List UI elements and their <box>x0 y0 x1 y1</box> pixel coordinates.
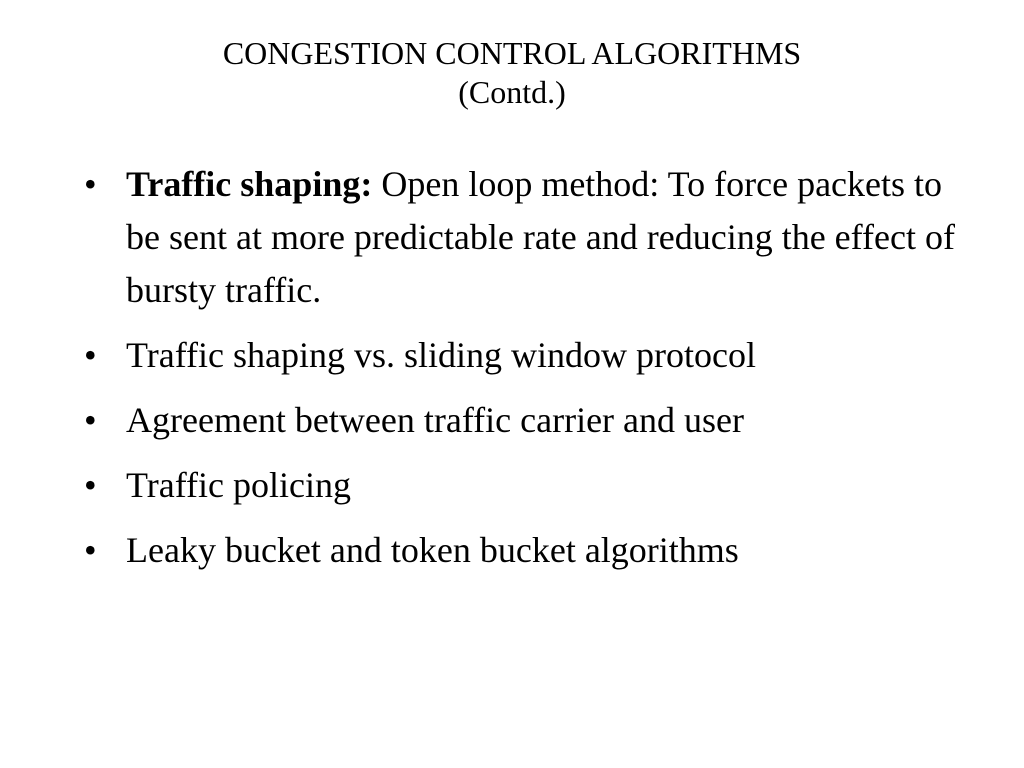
slide-title-line-2: (Contd.) <box>458 74 566 110</box>
bullet-icon: • <box>84 530 97 570</box>
slide-title <box>0 34 1024 112</box>
bullet-text: Traffic shaping vs. sliding window protocol <box>126 335 756 375</box>
bullet-item-shaping-vs-sliding-window <box>84 329 964 382</box>
bullet-item-traffic-shaping <box>84 158 964 317</box>
bullet-text: Agreement between traffic carrier and user <box>126 400 744 440</box>
bullet-item-leaky-token-bucket <box>84 524 964 577</box>
bullet-icon: • <box>84 164 97 204</box>
bullet-icon: • <box>84 465 97 505</box>
bullet-text: Traffic policing <box>126 465 351 505</box>
bullet-icon: • <box>84 400 97 440</box>
bullet-list <box>84 158 964 589</box>
bullet-icon: • <box>84 335 97 375</box>
bullet-text: Leaky bucket and token bucket algorithms <box>126 530 739 570</box>
slide-title-line-1: CONGESTION CONTROL ALGORITHMS <box>222 35 802 71</box>
bullet-item-traffic-policing <box>84 459 964 512</box>
bullet-item-agreement <box>84 394 964 447</box>
bullet-text: Open loop method: To force packets to be sent at more predictable rate and reducing the effect of bursty traffic. <box>126 164 955 310</box>
bullet-lead-text: Traffic shaping: <box>126 164 373 204</box>
